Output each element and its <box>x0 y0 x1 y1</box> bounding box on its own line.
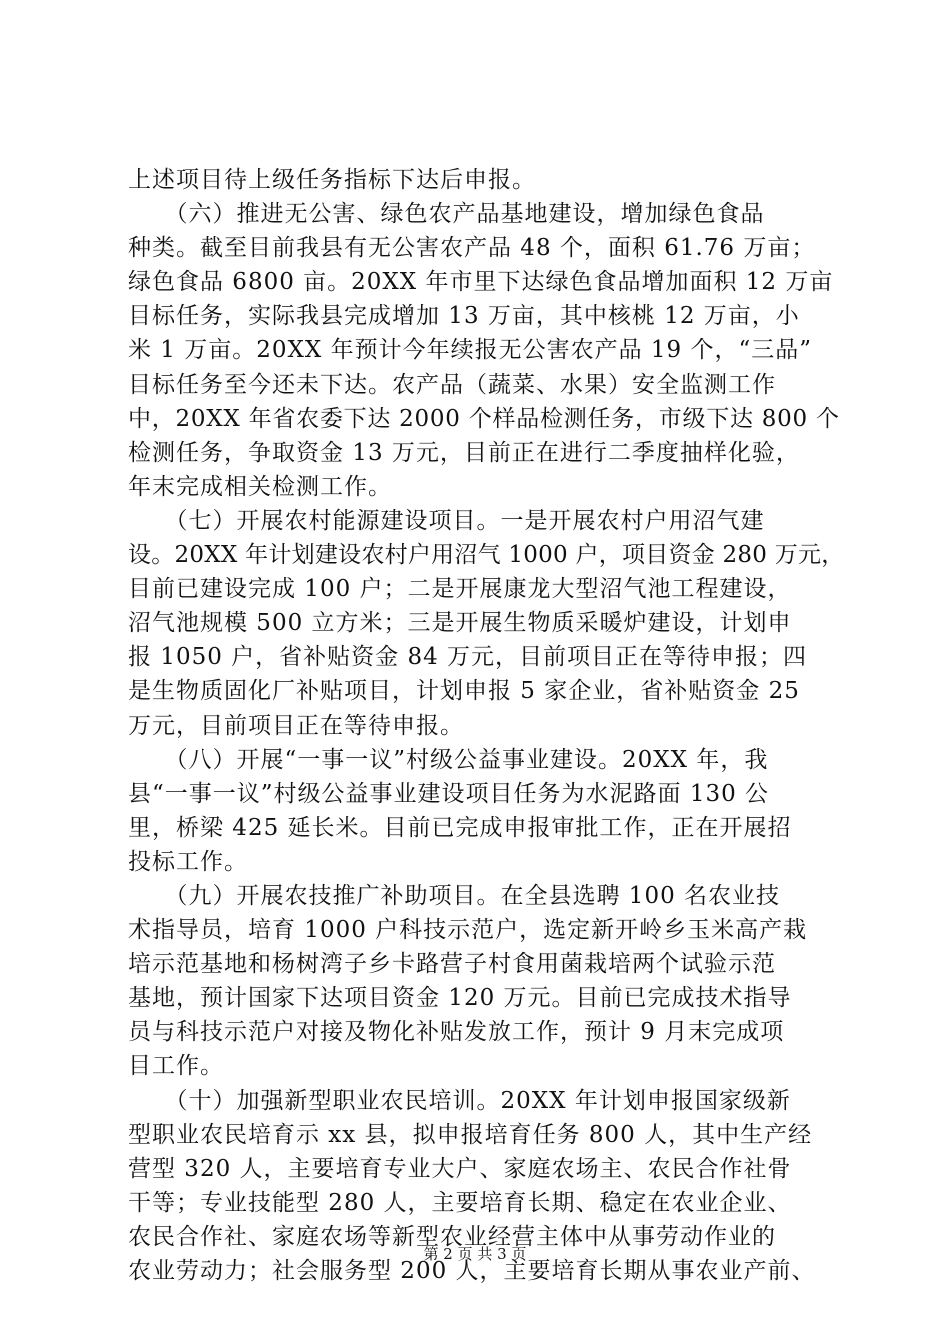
text-line: （九）开展农技推广补助项目。在全县选聘 100 名农业技 <box>128 882 781 909</box>
text-line: 目工作。 <box>128 1053 224 1080</box>
text-line: 中，20XX 年省农委下达 2000 个样品检测任务，市级下达 800 个 <box>128 405 840 432</box>
text-line: 年末完成相关检测工作。 <box>128 473 392 500</box>
text-line: 目标任务至今还未下达。农产品（蔬菜、水果）安全监测工作 <box>128 371 776 398</box>
text-line: 营型 320 人，主要培育专业大户、家庭农场主、农民合作社骨 <box>128 1155 792 1182</box>
text-line: 员与科技示范户对接及物化补贴发放工作，预计 9 月末完成项 <box>128 1019 785 1046</box>
text-line: 种类。截至目前我县有无公害农产品 48 个，面积 61.76 万亩； <box>128 235 816 262</box>
text-line: 基地，预计国家下达项目资金 120 万元。目前已完成技术指导 <box>128 985 792 1012</box>
text-line: 沼气池规模 500 立方米；三是开展生物质采暖炉建设，计划申 <box>128 610 792 637</box>
text-line: 绿色食品 6800 亩。20XX 年市里下达绿色食品增加面积 12 万亩 <box>128 269 834 296</box>
page-footer: 第 2 页 共 3 页 <box>423 1245 527 1263</box>
text-line: 里，桥梁 425 延长米。目前已完成申报审批工作，正在开展招 <box>128 814 792 841</box>
text-line: 型职业农民培育示 xx 县，拟申报培育任务 800 人，其中生产经 <box>128 1121 813 1148</box>
text-line: 报 1050 户，省补贴资金 84 万元，目前项目正在等待申报；四 <box>128 644 808 671</box>
text-line: 上述项目待上级任务指标下达后申报。 <box>128 167 536 193</box>
text-line: 培示范基地和杨树湾子乡卡路营子村食用菌栽培两个试验示范 <box>128 951 776 978</box>
text-line: 检测任务，争取资金 13 万元，目前正在进行二季度抽样化验， <box>128 439 800 466</box>
text-line: 目前已建设完成 100 户；二是开展康龙大型沼气池工程建设， <box>128 576 792 603</box>
text-line: 农民合作社、家庭农场等新型农业经营主体中从事劳动作业的 <box>128 1223 776 1250</box>
text-line: 米 1 万亩。20XX 年预计今年续报无公害农产品 19 个，“三品” <box>128 337 812 364</box>
text-line: 投标工作。 <box>128 848 248 875</box>
document-body <box>128 163 845 1288</box>
text-line: （八）开展“一事一议”村级公益事业建设。20XX 年，我 <box>128 746 769 773</box>
text-line: 农业劳动力；社会服务型 200 人，主要培育长期从事农业产前、 <box>128 1258 816 1284</box>
text-line: 万元，目前项目正在等待申报。 <box>128 712 464 739</box>
text-line: （六）推进无公害、绿色农产品基地建设，增加绿色食品 <box>128 201 765 228</box>
text-line: 是生物质固化厂补贴项目，计划申报 5 家企业，省补贴资金 25 <box>128 678 800 705</box>
text-line: 县“一事一议”村级公益事业建设项目任务为水泥路面 130 公 <box>128 780 770 807</box>
text-line: 干等；专业技能型 280 人，主要培育长期、稳定在农业企业、 <box>128 1189 792 1216</box>
text-line: 术指导员，培育 1000 户科技示范户，选定新开岭乡玉米高产栽 <box>128 917 808 944</box>
text-line: 设。20XX 年计划建设农村户用沼气 1000 户，项目资金 280 万元， <box>128 542 845 569</box>
text-line: （十）加强新型职业农民培训。20XX 年计划申报国家级新 <box>128 1087 791 1114</box>
text-line: （七）开展农村能源建设项目。一是开展农村户用沼气建 <box>128 507 765 534</box>
text-line: 目标任务，实际我县完成增加 13 万亩，其中核桃 12 万亩，小 <box>128 303 800 330</box>
